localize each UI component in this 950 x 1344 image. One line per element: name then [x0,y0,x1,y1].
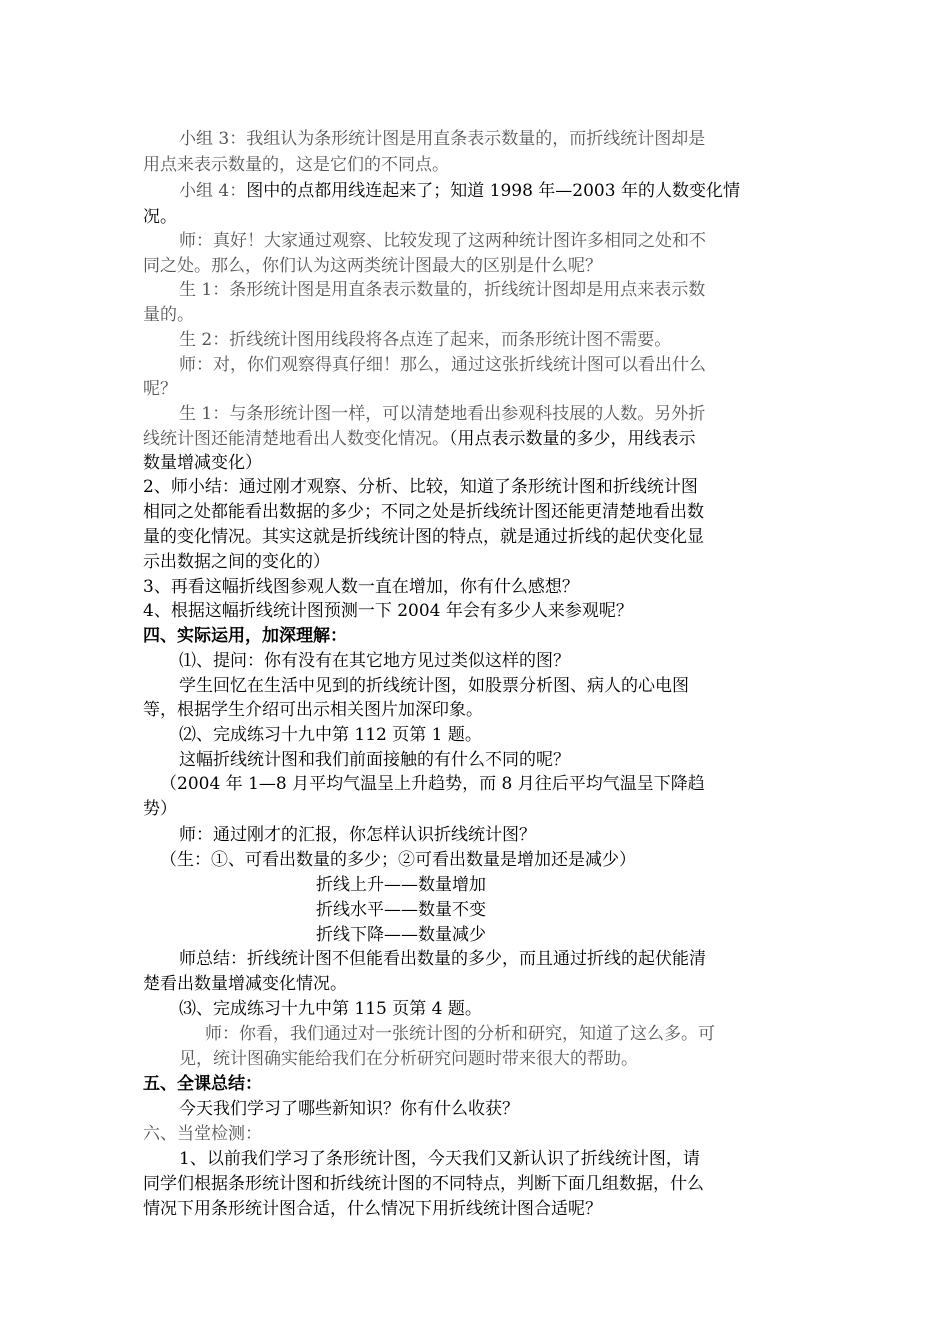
text-run: 生 1：条形统计图是用直条表示数量的，折线统计图却是用点来表示数 [179,280,706,300]
paragraph-line [179,722,482,748]
paragraph-line [179,277,705,303]
text-run: 楚看出数量增减变化情况。 [143,974,347,994]
paragraph-line [143,1196,602,1222]
text-run: 今天我们学习了哪些新知识？你有什么收获？ [179,1099,519,1119]
text-run: 2、师小结：通过刚才观察、分析、比较，知道了条形统计图和折线统计图 [143,477,698,497]
paragraph-line [143,598,633,624]
text-run: 师：通过刚才的汇报，你怎样认识折线统计图？ [179,825,536,845]
text-run: 师：真好！大家通过观察、比较发现了这两种统计图许多相同之处和不 [179,231,706,251]
text-run: 1、以前我们学习了条形统计图，今天我们又新认识了折线统计图，请 [179,1149,700,1169]
paragraph-line [179,228,706,254]
text-run: 折线下降——数量减少 [316,925,486,945]
section-heading [143,1071,262,1097]
text-run: 势） [143,799,177,819]
text-run: ⑵、完成练习十九中第 112 页第 1 题。 [179,725,482,745]
text-run: 示出数据之间的变化的） [143,552,330,572]
paragraph-line [179,401,705,427]
section-heading [143,623,347,649]
paragraph-line [179,648,570,674]
text-run: 小组 4： [179,181,247,201]
paragraph-line [160,771,705,797]
paragraph-line [143,574,579,600]
text-run: 六、当堂检测： [143,1124,262,1144]
section-heading [143,1121,262,1147]
text-run: ⑶、完成练习十九中第 115 页第 4 题。 [179,999,482,1019]
text-run: 4、根据这幅折线统计图预测一下 2004 年会有多少人来参观呢？ [143,601,633,621]
paragraph-line [179,1096,519,1122]
text-run: 量的变化情况。其实这就是折线统计图的特点，就是通过折线的起伏变化显 [143,527,704,547]
paragraph-line [316,872,486,898]
text-run: 见，统计图确实能给我们在分析研究问题时带来很大的帮助。 [179,1049,638,1069]
paragraph-line [179,327,671,353]
paragraph-line [205,1021,715,1047]
paragraph-line [179,1146,700,1172]
text-run: 学生回忆在生活中见到的折线统计图，如股票分析图、病人的心电图 [179,676,689,696]
text-run: 呢？ [143,379,177,399]
paragraph-line [143,796,177,822]
paragraph-line [143,376,177,402]
paragraph-line [179,1046,638,1072]
paragraph-line [179,126,705,152]
text-run: 3、再看这幅折线图参观人数一直在增加，你有什么感想？ [143,577,579,597]
text-run: 情况下用条形统计图合适，什么情况下用折线统计图合适呢？ [143,1199,602,1219]
text-run: 师：你看，我们通过对一张统计图的分析和研究，知道了这么多。可 [205,1024,715,1044]
paragraph-line [143,204,177,230]
paragraph-line [179,747,570,773]
text-run: （2004 年 1—8 月平均气温呈上升趋势，而 8 月往后平均气温呈下降趋 [160,774,705,794]
text-run: ⑴、提问：你有没有在其它地方见过类似这样的图？ [179,651,570,671]
paragraph-line [179,946,706,972]
text-run: 师：对，你们观察得真仔细！那么，通过这张折线统计图可以看出什么 [179,355,706,375]
paragraph-line [143,152,449,178]
text-run: 折线水平——数量不变 [316,900,486,920]
text-run: 用点来表示数量的，这是它们的不同点。 [143,155,449,175]
paragraph-line [179,178,740,204]
text-run: 折线上升——数量增加 [316,875,486,895]
paragraph-line [160,847,636,873]
text-run: 五、全课总结： [143,1074,262,1094]
text-run: 同学们根据条形统计图和折线统计图的不同特点，判断下面几组数据，什么 [143,1174,704,1194]
text-run: 生 2：折线统计图用线段将各点连了起来，而条形统计图不需要。 [179,330,672,350]
text-run: 线统计图还能清楚地看出人数变化情况。 [143,429,449,449]
text-run: 况。 [143,207,177,227]
paragraph-line [143,499,704,525]
paragraph-line [143,253,602,279]
text-run: 相同之处都能看出数据的多少；不同之处是折线统计图还能更清楚地看出数 [143,502,704,522]
text-run: 师总结：折线统计图不但能看出数量的多少，而且通过折线的起伏能清 [179,949,706,969]
paragraph-line [143,697,483,723]
text-run: 这幅折线统计图和我们前面接触的有什么不同的呢？ [179,750,570,770]
paragraph-line [316,897,486,923]
text-run: 同之处。那么，你们认为这两类统计图最大的区别是什么呢？ [143,256,602,276]
paragraph-line [143,1171,704,1197]
paragraph-line [143,426,696,452]
text-run: （用点表示数量的多少，用线表示 [449,429,696,449]
paragraph-line [179,673,689,699]
paragraph-line [143,450,262,476]
paragraph-line [143,524,704,550]
text-run: 等，根据学生介绍可出示相关图片加深印象。 [143,700,483,720]
paragraph-line [143,302,194,328]
paragraph-line [179,352,706,378]
text-run: 图中的点都用线连起来了；知道 1998 年—2003 年的人数变化情 [246,181,740,201]
paragraph-line [179,822,536,848]
text-run: 生 1：与条形统计图一样，可以清楚地看出参观科技展的人数。另外折 [179,404,706,424]
text-run: 量的。 [143,305,194,325]
paragraph-line [179,996,482,1022]
paragraph-line [143,549,330,575]
text-run: 四、实际运用，加深理解： [143,626,347,646]
text-run: （生：①、可看出数量的多少；②可看出数量是增加还是减少） [160,850,636,870]
paragraph-line [143,474,698,500]
paragraph-line [143,971,347,997]
paragraph-line [316,922,486,948]
text-run: 数量增减变化） [143,453,262,473]
text-run: 小组 3：我组认为条形统计图是用直条表示数量的，而折线统计图却是 [179,129,706,149]
